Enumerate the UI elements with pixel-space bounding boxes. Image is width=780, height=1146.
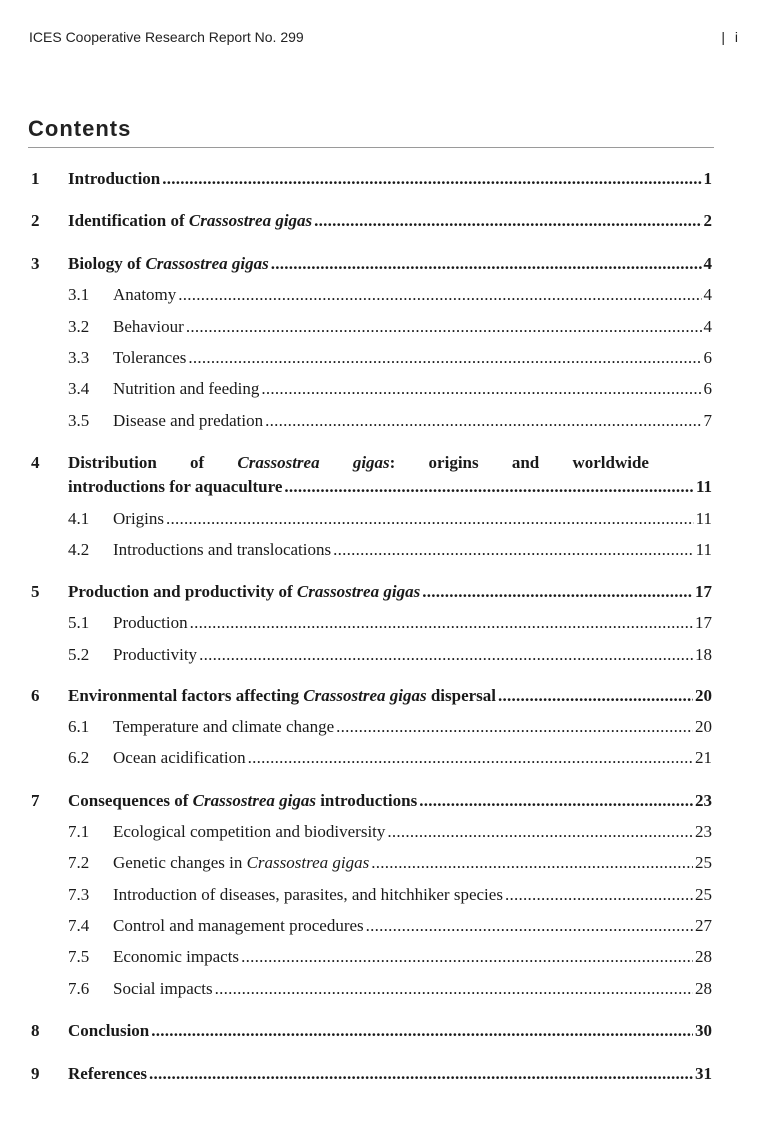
page-ref: 27: [695, 916, 712, 935]
dot-leader: [336, 715, 693, 739]
dot-leader: [387, 820, 693, 844]
dot-leader: [498, 684, 693, 708]
subsection-number: 3.3: [68, 348, 90, 367]
page-ref: 6: [703, 379, 712, 398]
section-title: Production and productivity of Crassostrea gigas: [68, 582, 421, 601]
subsection-title: Origins: [113, 509, 164, 528]
subsection-number: 5.1: [68, 613, 90, 632]
page-ref: 25: [695, 853, 712, 872]
page-ref: 6: [703, 348, 712, 367]
page-number: | i: [721, 29, 741, 45]
page-ref: 23: [695, 791, 712, 810]
section-number: 3: [31, 254, 40, 273]
section-title: Biology of Crassostrea gigas: [68, 254, 269, 273]
subsection-title: Social impacts: [113, 979, 213, 998]
subsection-title: Control and management procedures: [113, 916, 364, 935]
subsection-number: 3.1: [68, 285, 90, 304]
section-title: Consequences of Crassostrea gigas introductions: [68, 791, 418, 810]
dot-leader: [215, 977, 693, 1001]
dot-leader: [271, 252, 702, 276]
page-ref: 4: [703, 317, 712, 336]
page-ref: 30: [695, 1021, 712, 1040]
page-ref: 20: [695, 686, 712, 705]
dot-leader: [248, 746, 693, 770]
section-number: 2: [31, 211, 40, 230]
page-ref: 4: [703, 285, 712, 304]
page-ref: 11: [695, 540, 712, 559]
section-number: 7: [31, 791, 40, 810]
subsection-number: 7.4: [68, 916, 90, 935]
page-title: Contents: [28, 116, 132, 141]
subsection-number: 3.5: [68, 411, 90, 430]
subsection-number: 7.2: [68, 853, 90, 872]
section-title: Introduction: [68, 169, 161, 188]
dot-leader: [241, 945, 693, 969]
dot-leader: [162, 167, 701, 191]
page-ref: 2: [703, 211, 712, 230]
report-title: ICES Cooperative Research Report No. 299: [29, 29, 304, 45]
subsection-title: Tolerances: [113, 348, 187, 367]
subsection-number: 3.4: [68, 379, 90, 398]
subsection-title: Introductions and translocations: [113, 540, 332, 559]
page-ref: 25: [695, 885, 712, 904]
dot-leader: [149, 1062, 693, 1086]
section-number: 9: [31, 1064, 40, 1083]
subsection-title: Genetic changes in Crassostrea gigas: [113, 853, 370, 872]
subsection-number: 7.1: [68, 822, 90, 841]
subsection-title: Introduction of diseases, parasites, and hitchhiker species: [113, 885, 503, 904]
page-ref: 23: [695, 822, 712, 841]
dot-leader: [333, 538, 694, 562]
dot-leader: [505, 883, 693, 907]
subsection-title: Behaviour: [113, 317, 184, 336]
subsection-number: 7.5: [68, 947, 90, 966]
section-title-line-1: Distribution of Crassostrea gigas: origins and worldwide: [68, 453, 649, 472]
subsection-title: Ocean acidification: [113, 748, 246, 767]
subsection-title: Nutrition and feeding: [113, 379, 260, 398]
subsection-title: Temperature and climate change: [113, 717, 335, 736]
dot-leader: [366, 914, 693, 938]
section-title: Environmental factors affecting Crassostrea gigas dispersal: [68, 686, 497, 705]
page-ref: 1: [703, 169, 712, 188]
dot-leader: [166, 507, 694, 531]
page-ref: 11: [695, 477, 712, 496]
dot-leader: [261, 377, 701, 401]
subsection-number: 6.1: [68, 717, 90, 736]
toc-entry-4[interactable]: [0, 451, 780, 499]
dot-leader: [371, 851, 693, 875]
section-title-line-2: introductions for aquaculture: [68, 477, 283, 496]
page-ref: 17: [695, 582, 712, 601]
dot-leader: [284, 475, 694, 499]
dot-leader: [178, 283, 701, 307]
subsection-number: 3.2: [68, 317, 90, 336]
dot-leader: [419, 789, 693, 813]
section-title: Identification of Crassostrea gigas: [68, 211, 313, 230]
subsection-title: Ecological competition and biodiversity: [113, 822, 386, 841]
subsection-number: 4.2: [68, 540, 90, 559]
page-ref: 20: [695, 717, 712, 736]
dot-leader: [188, 346, 701, 370]
dot-leader: [422, 580, 693, 604]
subsection-title: Productivity: [113, 645, 198, 664]
subsection-title: Economic impacts: [113, 947, 240, 966]
dot-leader: [314, 209, 701, 233]
dot-leader: [190, 611, 693, 635]
subsection-number: 7.6: [68, 979, 90, 998]
section-number: 6: [31, 686, 40, 705]
page-ref: 11: [695, 509, 712, 528]
dot-leader: [186, 315, 702, 339]
dot-leader: [199, 643, 693, 667]
page-ref: 17: [695, 613, 712, 632]
subsection-number: 4.1: [68, 509, 90, 528]
subsection-number: 5.2: [68, 645, 90, 664]
section-number: 5: [31, 582, 40, 601]
subsection-title: Production: [113, 613, 188, 632]
subsection-number: 6.2: [68, 748, 90, 767]
section-number: 4: [31, 453, 40, 472]
page-ref: 7: [703, 411, 712, 430]
page-ref: 4: [703, 254, 712, 273]
page-ref: 28: [695, 947, 712, 966]
section-title: References: [68, 1064, 147, 1083]
page-ref: 28: [695, 979, 712, 998]
page-ref: 18: [695, 645, 712, 664]
page-ref: 31: [695, 1064, 712, 1083]
section-title: Conclusion: [68, 1021, 150, 1040]
section-number: 1: [31, 169, 40, 188]
page-ref: 21: [695, 748, 712, 767]
subsection-number: 7.3: [68, 885, 90, 904]
subsection-title: Disease and predation: [113, 411, 264, 430]
dot-leader: [151, 1019, 693, 1043]
dot-leader: [265, 409, 701, 433]
subsection-title: Anatomy: [113, 285, 177, 304]
section-number: 8: [31, 1021, 40, 1040]
